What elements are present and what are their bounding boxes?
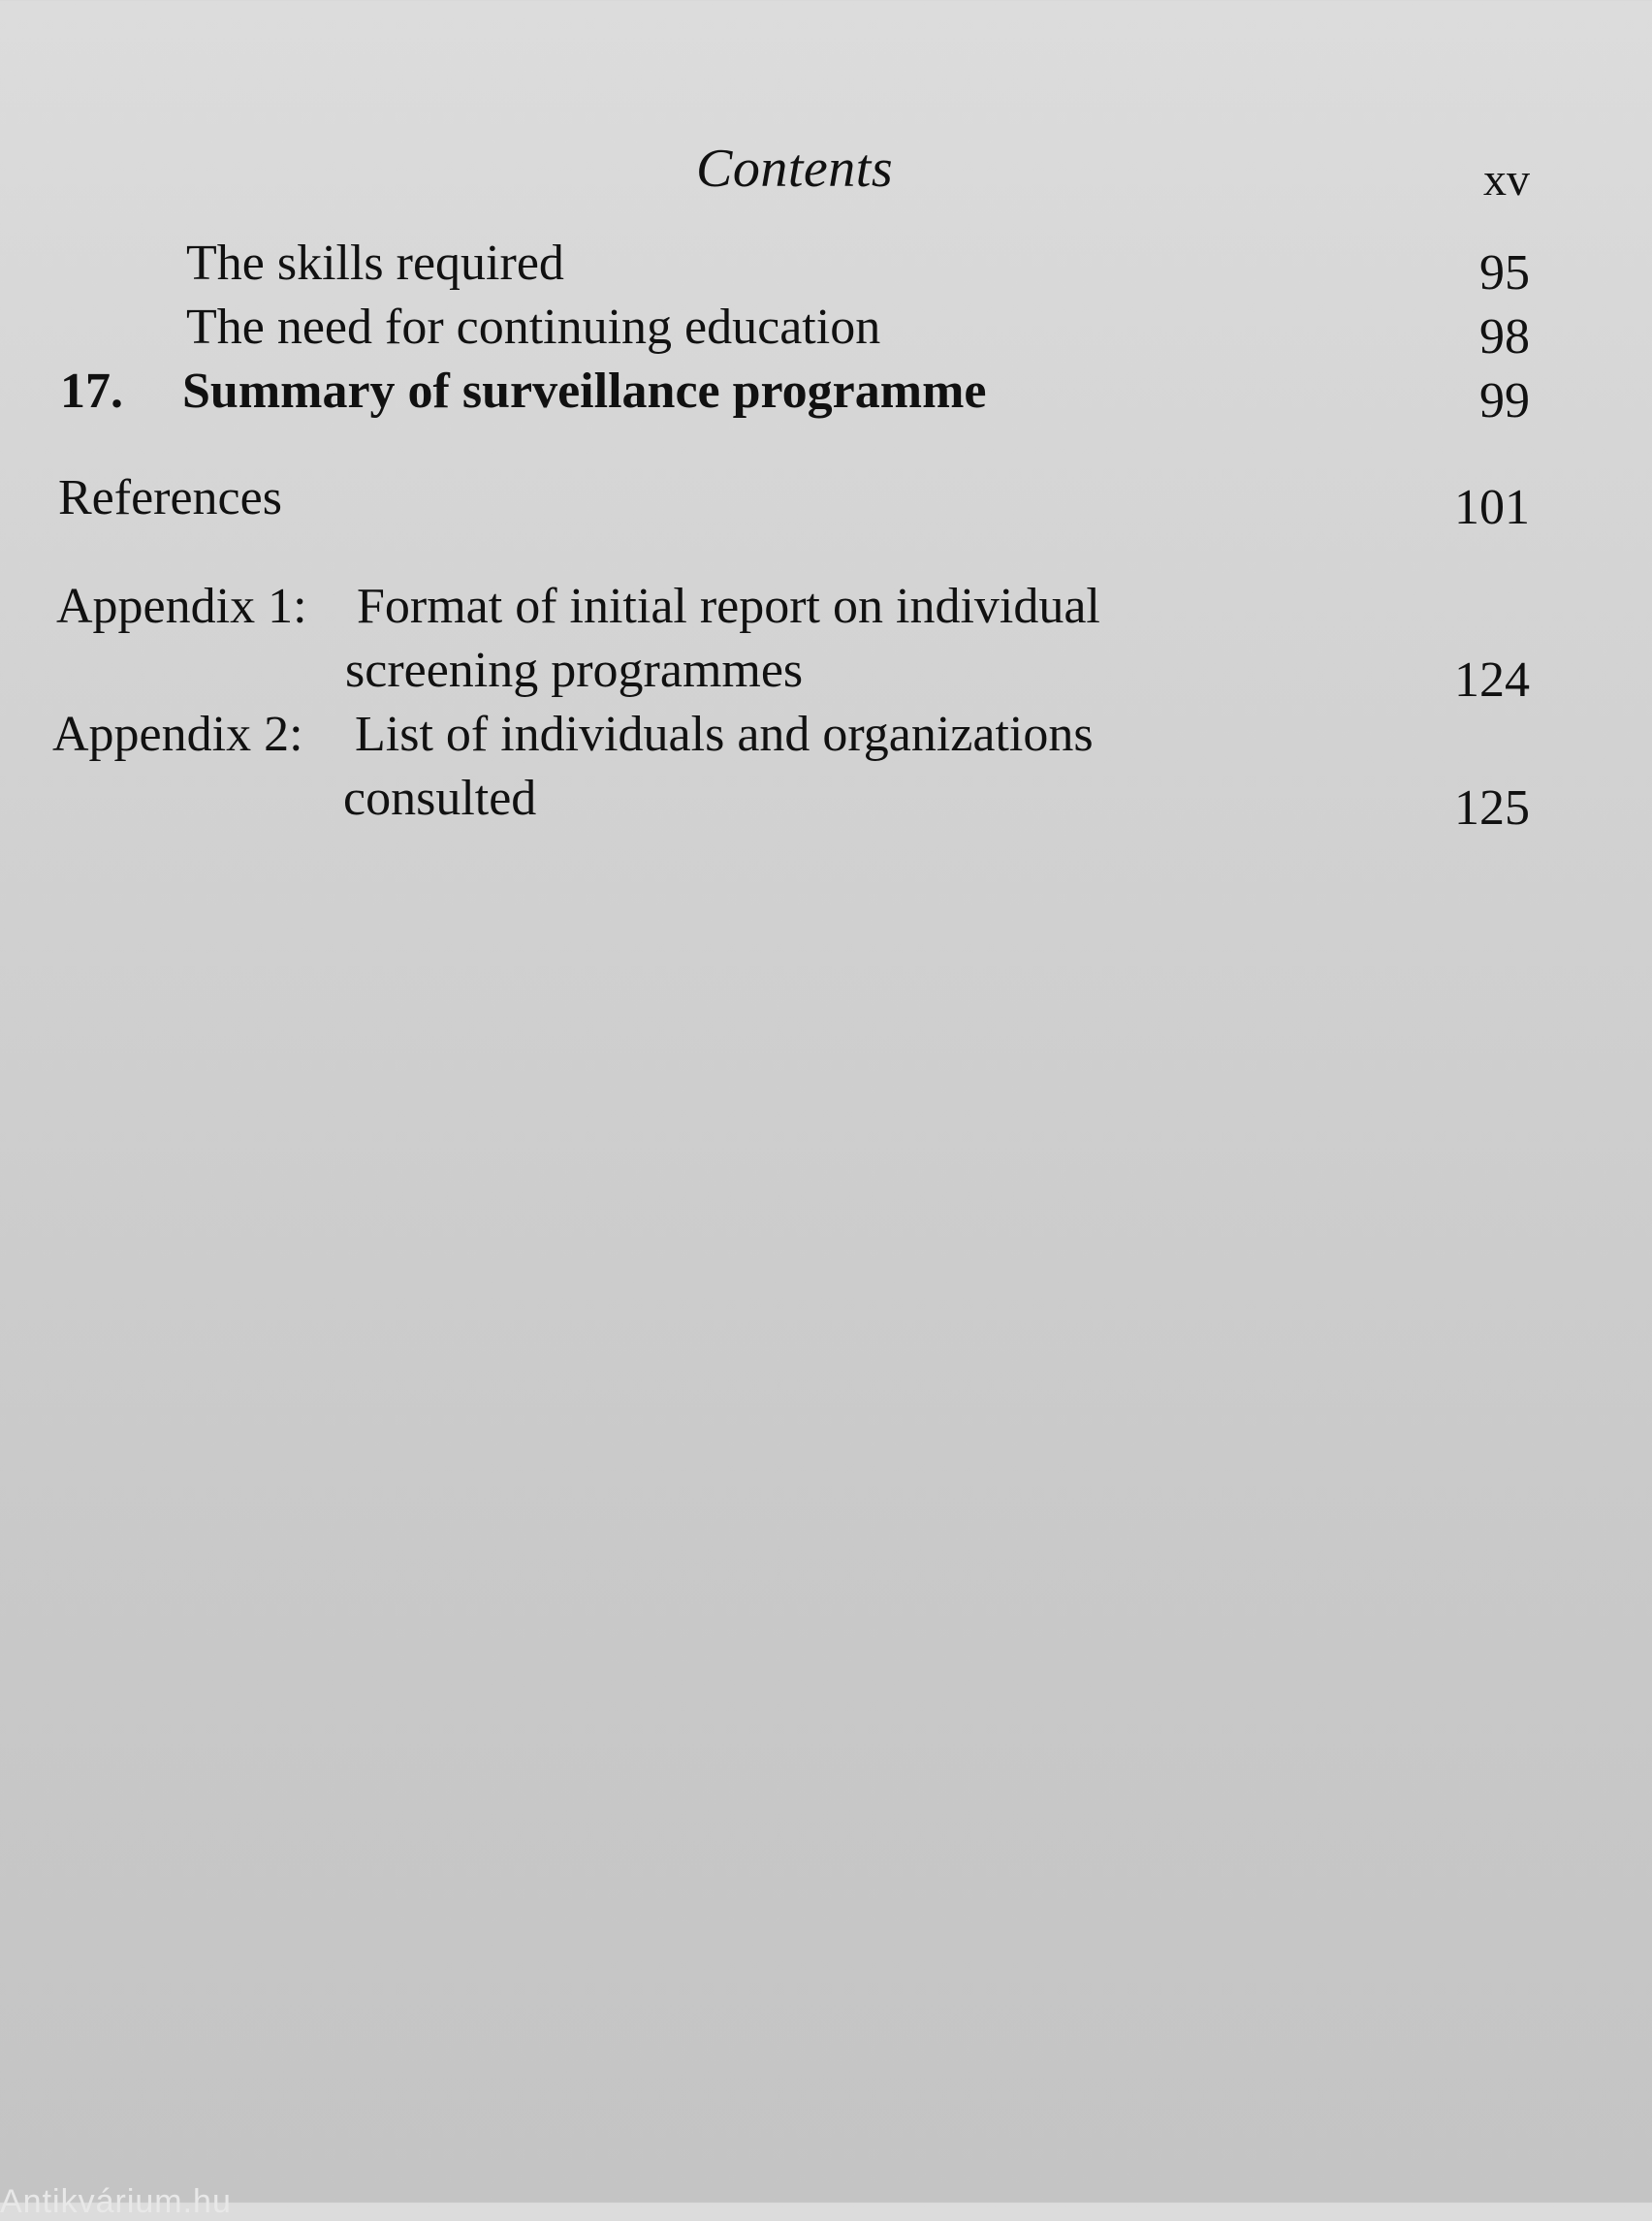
running-header-title: Contents <box>696 139 894 199</box>
appendix-label: Appendix 2: <box>52 707 303 762</box>
toc-entry-page: 124 <box>1454 652 1530 708</box>
toc-entry-page: 101 <box>1454 480 1530 535</box>
toc-entry-page: 125 <box>1454 780 1530 836</box>
appendix-title: List of individuals and organizations <box>355 707 1094 762</box>
toc-entry-page: 98 <box>1479 309 1530 365</box>
toc-entry-title: References <box>58 470 282 525</box>
toc-entry-page: 95 <box>1479 245 1530 301</box>
toc-entry-page: 99 <box>1479 373 1530 428</box>
watermark: Antikvárium.hu <box>0 2183 232 2220</box>
toc-entry-title: The need for continuing education <box>186 300 881 355</box>
appendix-title-continuation: consulted <box>343 771 537 826</box>
toc-entry-title: The skills required <box>186 236 564 291</box>
appendix-title: Format of initial report on individual <box>357 579 1100 634</box>
toc-chapter-title: Summary of surveillance programme <box>182 364 987 419</box>
appendix-label: Appendix 1: <box>56 579 307 634</box>
chapter-number: 17. <box>60 364 123 419</box>
appendix-title-continuation: screening programmes <box>345 643 804 698</box>
running-header-page-number: xv <box>1483 154 1530 206</box>
